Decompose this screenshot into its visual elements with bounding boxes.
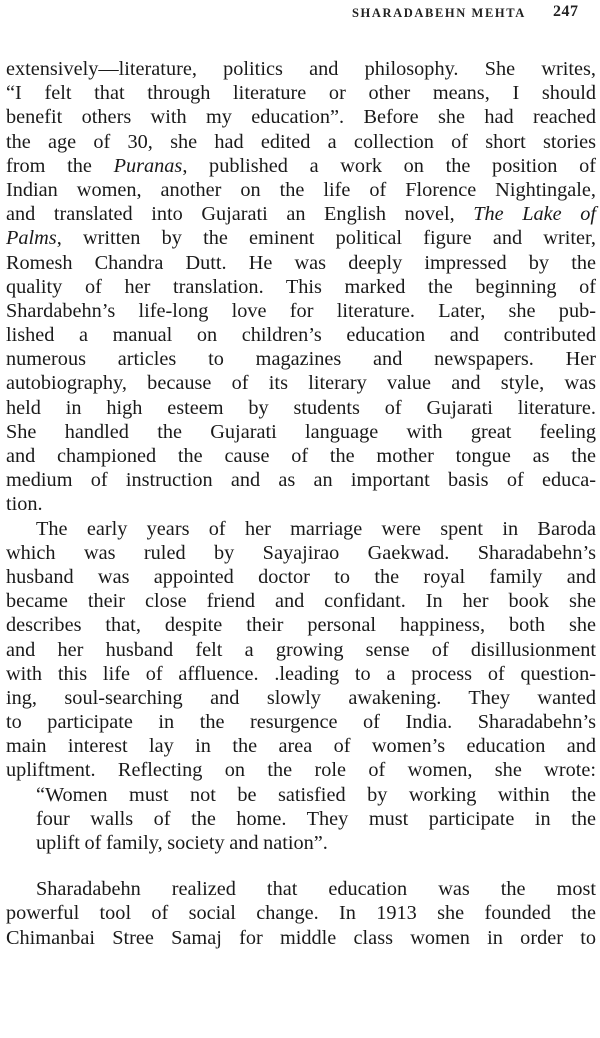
page-number: 247 bbox=[553, 3, 579, 20]
text-line: quality of her translation. This marked the beginning of bbox=[6, 275, 596, 298]
text-line: which was ruled by Sayajirao Gaekwad. Sharadabehn’s bbox=[6, 541, 596, 564]
text-line: numerous articles to magazines and newspapers. Her bbox=[6, 348, 596, 371]
text-line: medium of instruction and as an important basis of educa- bbox=[6, 469, 596, 492]
quote-line: uplift of family, society and nation”. bbox=[36, 832, 328, 854]
text-line: from the Puranas, published a work on the position of bbox=[6, 154, 596, 177]
text-line: She handled the Gujarati language with great feeling bbox=[6, 420, 596, 443]
text-line: and her husband felt a growing sense of disillusionment bbox=[6, 638, 596, 661]
text-line: Sharadabehn realized that education was the most bbox=[36, 878, 596, 901]
text-line: benefit others with my education”. Before she had reached bbox=[6, 106, 596, 129]
italic-title: Puranas bbox=[113, 154, 183, 177]
text-line: with this life of affluence. .leading to a process of question- bbox=[6, 662, 596, 685]
text-line: autobiography, because of its literary value and style, was bbox=[6, 372, 596, 395]
text-line: lished a manual on children’s education and contributed bbox=[6, 324, 596, 347]
text-line: upliftment. Reflecting on the role of women, she wrote: bbox=[6, 759, 596, 782]
text-line: and translated into Gujarati an English novel, The Lake of bbox=[6, 203, 596, 226]
text-line: Shardabehn’s life-long love for literature. Later, she pub- bbox=[6, 299, 596, 322]
text-line: describes that, despite their personal happiness, both she bbox=[6, 614, 596, 637]
paragraph-1 bbox=[6, 57, 596, 517]
text-line: tion. bbox=[6, 493, 43, 516]
text-line: Romesh Chandra Dutt. He was deeply impressed by the bbox=[6, 251, 596, 274]
text-line: to participate in the resurgence of India. Sharadabehn’s bbox=[6, 711, 596, 734]
text-line: Indian women, another on the life of Florence Nightingale, bbox=[6, 178, 596, 201]
text-line: Palms, written by the eminent political figure and writer, bbox=[6, 227, 596, 250]
text-line: powerful tool of social change. In 1913 she founded the bbox=[6, 902, 596, 925]
running-head: SHARADABEHN MEHTA bbox=[352, 6, 526, 20]
text-line: the age of 30, she had edited a collection of short stories bbox=[6, 130, 596, 153]
block-quote bbox=[6, 783, 596, 856]
text-line: ing, soul-searching and slowly awakening. They wanted bbox=[6, 686, 596, 709]
text-line: held in high esteem by students of Gujarati literature. bbox=[6, 396, 596, 419]
text-line: husband was appointed doctor to the royal family and bbox=[6, 565, 596, 588]
text-line: main interest lay in the area of women’s education and bbox=[6, 735, 596, 758]
paragraph-2 bbox=[6, 517, 596, 783]
page-header bbox=[0, 2, 600, 26]
text-line: “I felt that through literature or other means, I should bbox=[6, 82, 596, 105]
text-line: The early years of her marriage were spent in Baroda bbox=[36, 517, 596, 540]
paragraph-gap bbox=[6, 855, 596, 877]
italic-title: Palms bbox=[6, 227, 57, 250]
text-line: and championed the cause of the mother tongue as the bbox=[6, 445, 596, 467]
paragraph-3 bbox=[6, 877, 596, 950]
body-text bbox=[6, 57, 596, 950]
text-line: Chimanbai Stree Samaj for middle class women in order to bbox=[6, 926, 596, 949]
text-line: became their close friend and confidant. In her book she bbox=[6, 590, 596, 613]
italic-title: The Lake of bbox=[473, 203, 596, 226]
quote-line: four walls of the home. They must participate in the bbox=[36, 807, 596, 830]
text-line: extensively—literature, politics and philosophy. She writes, bbox=[6, 58, 596, 80]
quote-line: “Women must not be satisfied by working within the bbox=[36, 783, 596, 806]
